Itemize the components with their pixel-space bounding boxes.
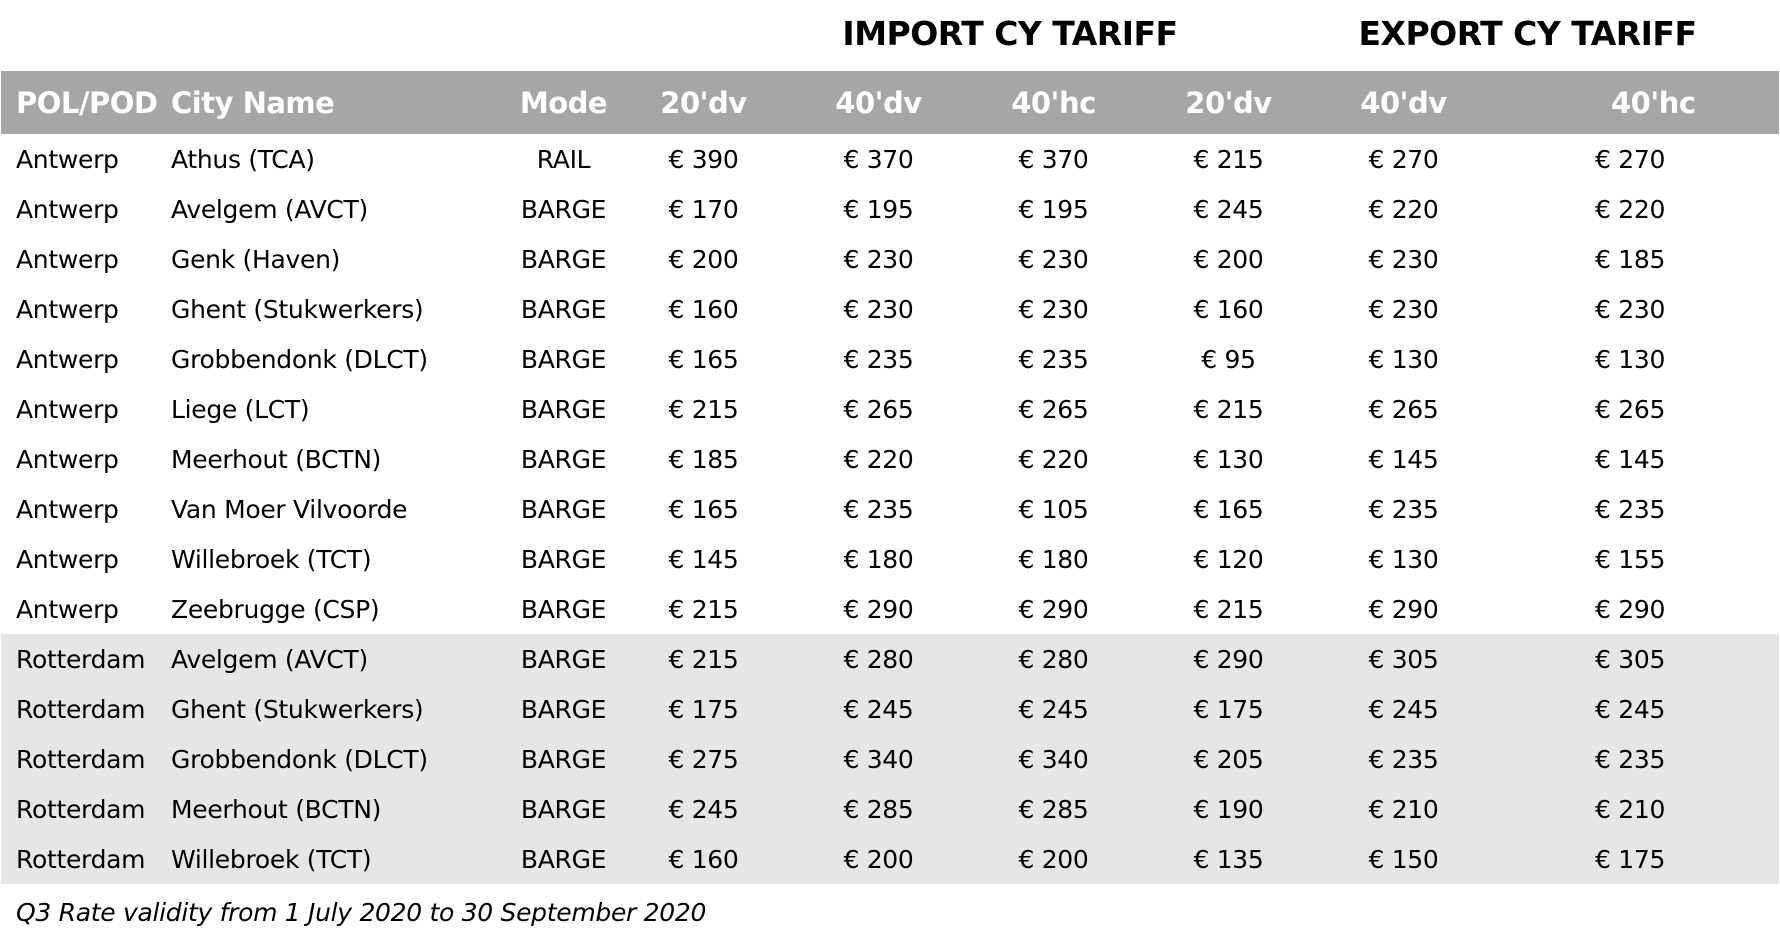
cell-mode: BARGE [520, 594, 607, 624]
import-tariff-title: IMPORT CY TARIFF [842, 14, 1178, 53]
cell-export-20dv: € 190 [1193, 794, 1264, 824]
cell-import-40hc: € 285 [1018, 794, 1089, 824]
cell-city-name: Genk (Haven) [171, 244, 341, 274]
cell-city-name: Willebroek (TCT) [171, 544, 372, 574]
table-body [1, 134, 1779, 884]
cell-pol-pod: Antwerp [16, 544, 119, 574]
cell-pol-pod: Rotterdam [16, 744, 146, 774]
cell-pol-pod: Antwerp [16, 594, 119, 624]
cell-export-40dv: € 265 [1368, 394, 1439, 424]
cell-mode: BARGE [520, 344, 607, 374]
cell-export-40hc: € 270 [1595, 144, 1666, 174]
cell-import-40dv: € 220 [843, 444, 914, 474]
cell-export-40hc: € 230 [1595, 294, 1666, 324]
table-header [1, 71, 1779, 134]
cell-mode: BARGE [520, 544, 607, 574]
col-header-pol-pod: POL/POD [16, 85, 158, 120]
cell-mode: BARGE [520, 794, 607, 824]
cell-export-40hc: € 305 [1595, 644, 1666, 674]
cell-import-40hc: € 265 [1018, 394, 1089, 424]
cell-mode: BARGE [520, 244, 607, 274]
tariff-table [1, 71, 1779, 884]
cell-export-20dv: € 200 [1193, 244, 1264, 274]
table-row [1, 834, 1779, 884]
cell-export-40hc: € 145 [1595, 444, 1666, 474]
col-header-export-40hc: 40'hc [1611, 85, 1696, 120]
cell-import-40dv: € 280 [843, 644, 914, 674]
validity-footnote: Q3 Rate validity from 1 July 2020 to 30 September 2020 [16, 898, 707, 927]
table-row [1, 534, 1779, 584]
cell-import-20dv: € 175 [668, 694, 739, 724]
cell-import-40dv: € 200 [843, 844, 914, 874]
table-row [1, 334, 1779, 384]
cell-import-20dv: € 145 [668, 544, 739, 574]
cell-pol-pod: Antwerp [16, 294, 119, 324]
cell-mode: BARGE [520, 844, 607, 874]
table-row [1, 134, 1779, 184]
cell-mode: BARGE [520, 644, 607, 674]
cell-pol-pod: Antwerp [16, 494, 119, 524]
cell-export-40hc: € 265 [1595, 394, 1666, 424]
cell-mode: BARGE [520, 294, 607, 324]
cell-import-40hc: € 180 [1018, 544, 1089, 574]
cell-export-40dv: € 230 [1368, 244, 1439, 274]
table-row [1, 784, 1779, 834]
cell-pol-pod: Rotterdam [16, 844, 146, 874]
col-header-export-40dv: 40'dv [1360, 85, 1447, 120]
cell-city-name: Zeebrugge (CSP) [171, 594, 380, 624]
cell-import-40hc: € 105 [1018, 494, 1089, 524]
col-header-export-20dv: 20'dv [1185, 85, 1272, 120]
cell-export-20dv: € 215 [1193, 144, 1264, 174]
cell-import-40dv: € 245 [843, 694, 914, 724]
cell-import-40hc: € 290 [1018, 594, 1089, 624]
cell-city-name: Grobbendonk (DLCT) [171, 744, 428, 774]
cell-mode: BARGE [520, 744, 607, 774]
cell-export-40hc: € 155 [1595, 544, 1666, 574]
table-row [1, 234, 1779, 284]
cell-mode: BARGE [520, 694, 607, 724]
cell-import-40hc: € 220 [1018, 444, 1089, 474]
cell-export-20dv: € 135 [1193, 844, 1264, 874]
export-tariff-title: EXPORT CY TARIFF [1358, 14, 1697, 53]
cell-city-name: Avelgem (AVCT) [171, 644, 368, 674]
col-header-import-20dv: 20'dv [660, 85, 747, 120]
col-header-mode: Mode [519, 85, 608, 120]
cell-import-40hc: € 195 [1018, 194, 1089, 224]
table-row [1, 384, 1779, 434]
cell-export-40dv: € 145 [1368, 444, 1439, 474]
cell-city-name: Avelgem (AVCT) [171, 194, 368, 224]
cell-export-20dv: € 160 [1193, 294, 1264, 324]
group-headers [0, 0, 1780, 71]
cell-import-20dv: € 390 [668, 144, 739, 174]
table-row [1, 434, 1779, 484]
cell-import-20dv: € 245 [668, 794, 739, 824]
cell-export-40dv: € 305 [1368, 644, 1439, 674]
cell-import-40dv: € 340 [843, 744, 914, 774]
cell-import-40dv: € 230 [843, 294, 914, 324]
table-row [1, 734, 1779, 784]
col-header-import-40hc: 40'hc [1011, 85, 1096, 120]
cell-city-name: Meerhout (BCTN) [171, 794, 382, 824]
cell-city-name: Athus (TCA) [171, 144, 315, 174]
cell-city-name: Meerhout (BCTN) [171, 444, 382, 474]
cell-import-40hc: € 230 [1018, 294, 1089, 324]
cell-import-40hc: € 245 [1018, 694, 1089, 724]
col-header-import-40dv: 40'dv [835, 85, 922, 120]
cell-export-20dv: € 175 [1193, 694, 1264, 724]
cell-mode: BARGE [520, 444, 607, 474]
table-row [1, 684, 1779, 734]
cell-import-20dv: € 160 [668, 844, 739, 874]
table-row [1, 284, 1779, 334]
cell-import-40dv: € 180 [843, 544, 914, 574]
cell-mode: BARGE [520, 194, 607, 224]
cell-import-40dv: € 370 [843, 144, 914, 174]
col-header-city-name: City Name [171, 85, 335, 120]
cell-import-20dv: € 160 [668, 294, 739, 324]
cell-import-40dv: € 290 [843, 594, 914, 624]
cell-import-40hc: € 280 [1018, 644, 1089, 674]
cell-export-20dv: € 165 [1193, 494, 1264, 524]
cell-import-40dv: € 265 [843, 394, 914, 424]
cell-pol-pod: Rotterdam [16, 794, 146, 824]
cell-mode: BARGE [520, 394, 607, 424]
cell-pol-pod: Antwerp [16, 194, 119, 224]
cell-export-40dv: € 210 [1368, 794, 1439, 824]
cell-city-name: Ghent (Stukwerkers) [171, 294, 424, 324]
cell-import-40hc: € 235 [1018, 344, 1089, 374]
cell-export-40dv: € 235 [1368, 494, 1439, 524]
cell-import-40dv: € 285 [843, 794, 914, 824]
cell-export-40hc: € 235 [1595, 744, 1666, 774]
cell-export-20dv: € 95 [1201, 344, 1256, 374]
cell-import-40hc: € 230 [1018, 244, 1089, 274]
cell-export-40dv: € 235 [1368, 744, 1439, 774]
cell-export-40hc: € 175 [1595, 844, 1666, 874]
cell-import-20dv: € 215 [668, 394, 739, 424]
cell-export-40dv: € 130 [1368, 344, 1439, 374]
cell-import-40dv: € 230 [843, 244, 914, 274]
cell-city-name: Grobbendonk (DLCT) [171, 344, 428, 374]
cell-import-20dv: € 200 [668, 244, 739, 274]
cell-mode: RAIL [536, 144, 591, 174]
cell-city-name: Ghent (Stukwerkers) [171, 694, 424, 724]
cell-export-20dv: € 120 [1193, 544, 1264, 574]
cell-pol-pod: Antwerp [16, 444, 119, 474]
cell-import-20dv: € 215 [668, 644, 739, 674]
cell-export-40dv: € 220 [1368, 194, 1439, 224]
cell-mode: BARGE [520, 494, 607, 524]
cell-import-40dv: € 195 [843, 194, 914, 224]
table-row [1, 584, 1779, 634]
cell-import-20dv: € 185 [668, 444, 739, 474]
cell-import-20dv: € 215 [668, 594, 739, 624]
cell-import-20dv: € 275 [668, 744, 739, 774]
table-row [1, 634, 1779, 684]
cell-import-20dv: € 165 [668, 494, 739, 524]
cell-export-20dv: € 205 [1193, 744, 1264, 774]
cell-export-20dv: € 290 [1193, 644, 1264, 674]
cell-export-40hc: € 290 [1595, 594, 1666, 624]
cell-city-name: Liege (LCT) [171, 394, 310, 424]
cell-export-40dv: € 150 [1368, 844, 1439, 874]
cell-export-20dv: € 215 [1193, 594, 1264, 624]
cell-import-20dv: € 165 [668, 344, 739, 374]
cell-import-40hc: € 370 [1018, 144, 1089, 174]
cell-import-40hc: € 340 [1018, 744, 1089, 774]
cell-export-40dv: € 230 [1368, 294, 1439, 324]
cell-pol-pod: Rotterdam [16, 694, 146, 724]
cell-pol-pod: Antwerp [16, 344, 119, 374]
cell-export-40dv: € 130 [1368, 544, 1439, 574]
cell-export-40hc: € 185 [1595, 244, 1666, 274]
cell-export-20dv: € 245 [1193, 194, 1264, 224]
cell-export-40hc: € 245 [1595, 694, 1666, 724]
cell-export-40dv: € 245 [1368, 694, 1439, 724]
cell-export-40dv: € 290 [1368, 594, 1439, 624]
table-row [1, 484, 1779, 534]
cell-export-40dv: € 270 [1368, 144, 1439, 174]
cell-export-40hc: € 235 [1595, 494, 1666, 524]
cell-export-40hc: € 210 [1595, 794, 1666, 824]
cell-export-20dv: € 130 [1193, 444, 1264, 474]
cell-pol-pod: Antwerp [16, 244, 119, 274]
header-row [1, 71, 1779, 134]
cell-import-40dv: € 235 [843, 494, 914, 524]
cell-pol-pod: Antwerp [16, 144, 119, 174]
cell-import-40hc: € 200 [1018, 844, 1089, 874]
cell-import-20dv: € 170 [668, 194, 739, 224]
cell-pol-pod: Antwerp [16, 394, 119, 424]
cell-import-40dv: € 235 [843, 344, 914, 374]
cell-export-40hc: € 220 [1595, 194, 1666, 224]
cell-city-name: Van Moer Vilvoorde [171, 494, 408, 524]
cell-city-name: Willebroek (TCT) [171, 844, 372, 874]
table-row [1, 184, 1779, 234]
cell-export-20dv: € 215 [1193, 394, 1264, 424]
cell-export-40hc: € 130 [1595, 344, 1666, 374]
cell-pol-pod: Rotterdam [16, 644, 146, 674]
